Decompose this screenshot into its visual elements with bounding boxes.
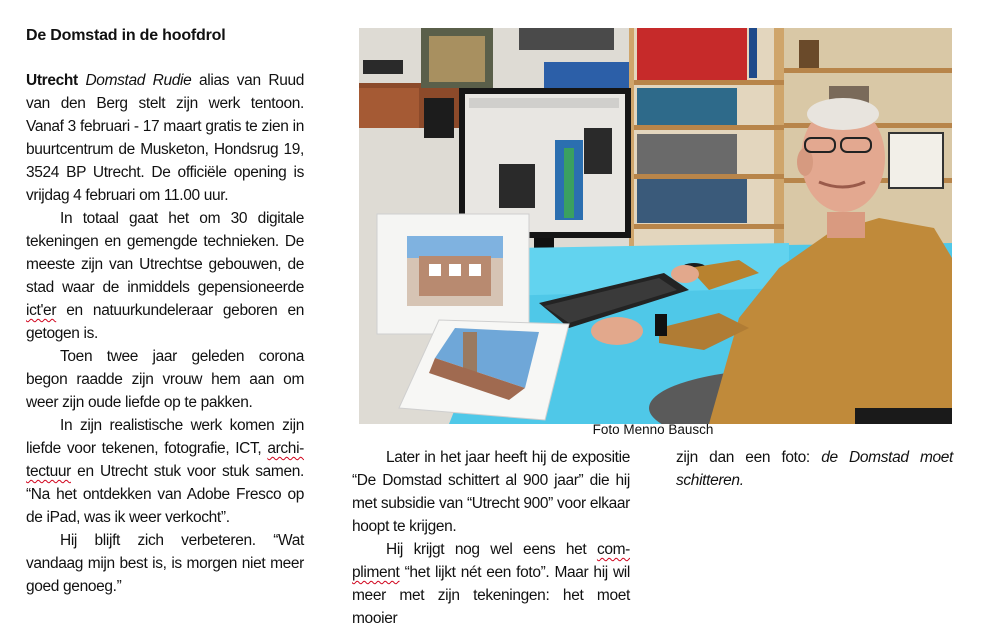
paragraph-7-text-b: “het lijkt nét een foto”. Maar hij wil meer met zijn tekeningen: het moet mooier	[352, 564, 630, 627]
paragraph-2	[26, 207, 304, 345]
paragraph-2-text-b: en natuurkundeleraar geboren en getogen is.	[26, 302, 304, 342]
spellcheck-word[interactable]: ict'er	[26, 302, 57, 319]
photo-credit: Foto Menno Bausch	[592, 422, 714, 437]
paragraph-1	[26, 69, 304, 207]
paragraph-4-text-b: en Utrecht stuk voor stuk samen. “Na het ontdekken van Adobe Fresco op de iPad, was ik weer verkocht”.	[26, 463, 304, 526]
paragraph-1-text: alias van Ruud van den Berg stelt zijn werk tentoon. Vanaf 3 februari - 17 maart gratis te zien in buurtcentrum de Musketon, Hondsrug 19, 3524 BP Utrecht. De officiële opening is vrijdag 4 februari om 11.00 uur.	[26, 72, 305, 204]
paragraph-5: Hij blijft zich verbeteren. “Wat vandaag mijn best is, is morgen niet meer goed genoeg.”	[26, 532, 304, 595]
article-photo	[359, 28, 952, 424]
paragraph-2-text-a: In totaal gaat het om 30 digitale tekeningen en gemengde technieken. De meeste zijn van Utrechtse gebouwen, de stad waar de inmiddels gepensioneerde	[26, 210, 304, 296]
dateline: Utrecht	[26, 72, 78, 89]
photo-illustration	[359, 28, 952, 424]
article-left-column	[26, 24, 304, 598]
article-middle-column	[352, 446, 630, 630]
paragraph-4	[26, 414, 304, 529]
paragraph-6: Later in het jaar heeft hij de expositie “De Domstad schittert al 900 jaar” die hij met subsidie van “Utrecht 900” voor elkaar hoopt te krijgen.	[352, 449, 630, 535]
artist-name: Domstad Rudie	[85, 72, 192, 89]
spellcheck-word[interactable]: archi-tectuur	[26, 440, 304, 480]
paragraph-8	[676, 446, 953, 492]
paragraph-7	[352, 538, 630, 630]
paragraph-8-text: zijn dan een foto:	[676, 449, 822, 466]
paragraph-3: Toen twee jaar geleden corona begon raadde zijn vrouw hem aan om weer zijn oude liefde op te pakken.	[26, 348, 304, 411]
paragraph-4-text-a: In zijn realistische werk komen zijn liefde voor tekenen, fotografie, ICT,	[26, 417, 304, 457]
closing-quote: de Domstad moet schitteren.	[676, 449, 954, 489]
article-title: De Domstad in de hoofdrol	[26, 27, 226, 44]
paragraph-7-text-a: Hij krijgt nog wel eens het	[386, 541, 597, 558]
article-right-column	[676, 446, 953, 492]
spellcheck-word[interactable]: com-pliment	[352, 541, 630, 581]
